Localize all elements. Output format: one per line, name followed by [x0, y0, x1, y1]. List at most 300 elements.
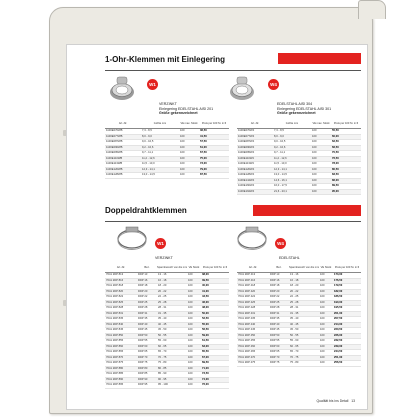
table-cell: 7041 2DP 828	[105, 306, 137, 312]
column-header: VE Stück	[187, 263, 201, 273]
table-cell: 36,50	[199, 129, 229, 135]
table-cell: 100	[179, 173, 199, 179]
table-cell: 7041 2DP 422	[237, 295, 269, 301]
column-header: Bez.	[137, 263, 157, 273]
w1-material-badge: W1	[147, 79, 158, 90]
table-cell: 78,00	[331, 162, 361, 168]
table-cell: DDP 50	[137, 333, 157, 339]
table-cell: 45 - 50	[157, 328, 187, 334]
table-cell: 61,50	[201, 339, 229, 345]
table-cell: DDP 80	[137, 366, 157, 372]
table-cell: 100	[187, 322, 201, 328]
table-cell: 7041 2DP 418	[237, 284, 269, 290]
table-cell: 1100E194W4	[237, 189, 273, 195]
table-cell: DDP 22	[269, 295, 289, 301]
table-cell: 7041 2DP 440	[237, 322, 269, 328]
section-red-bar	[278, 53, 361, 64]
table-cell: 100	[179, 162, 199, 168]
table-cell: 7041 2DP 428	[237, 306, 269, 312]
table-cell: DDP 45	[269, 328, 289, 334]
table-cell: 1100E110W4	[237, 156, 273, 162]
table-cell: 100	[311, 167, 331, 173]
table-cell: 100	[187, 350, 201, 356]
table-cell: 179,50	[333, 284, 361, 290]
table-cell: 201,00	[333, 311, 361, 317]
table-cell: 63,00	[201, 344, 229, 350]
table-cell: 173,00	[333, 273, 361, 279]
table-cell: 11,5 - 13,0	[273, 162, 311, 168]
table-cell: DDP 13	[269, 273, 289, 279]
table-cell: 100	[179, 134, 199, 140]
table-cell: 190,00	[333, 300, 361, 306]
table-cell: 57,50	[199, 140, 229, 146]
table-cell: 66,50	[331, 145, 361, 151]
table-cell: 79,00	[199, 167, 229, 173]
table-cell: 83,50	[331, 173, 361, 179]
table-cell: 40,00	[201, 284, 229, 290]
table-cell: 100	[187, 289, 201, 295]
table-cell: 13 - 16	[289, 273, 319, 279]
table-cell: 7041 2DP 818	[105, 284, 137, 290]
table-cell: 1100E070W4	[237, 129, 273, 135]
table-cell: 100	[311, 156, 331, 162]
table-cell: 251,00	[333, 355, 361, 361]
table-cell: 56,50	[201, 328, 229, 334]
table-row	[237, 189, 361, 195]
table-cell: 7041 2DP 425	[237, 300, 269, 306]
table-cell: 74,00	[201, 377, 229, 383]
table-cell: 100	[187, 311, 201, 317]
column-header: Spannbereich von-bis mm	[289, 263, 319, 273]
table-cell: 50,00	[201, 311, 229, 317]
table-cell: 1100E087WB	[105, 140, 141, 146]
table-cell: 7041 2DP 885	[105, 372, 137, 378]
table-cell: DDP 65	[137, 350, 157, 356]
double-wire-clamp-stainless-image	[232, 223, 272, 253]
table-cell: DDP 75	[137, 361, 157, 367]
table-cell: 1100E120W4	[237, 167, 273, 173]
table-cell: 55 - 60	[157, 339, 187, 345]
column-header: Art.-Nr.	[237, 263, 269, 273]
column-header: VE max. Stück	[179, 119, 199, 129]
table-cell: 9,7 - 11,1	[273, 151, 311, 157]
table-cell: DDP 16	[137, 278, 157, 284]
table-cell: 100	[187, 333, 201, 339]
table-cell: 67,00	[201, 355, 229, 361]
table-cell: 70 - 75	[157, 355, 187, 361]
table-cell: 9,0 - 10,5	[273, 140, 311, 146]
table-cell: 76,00	[201, 383, 229, 389]
table-cell: 1100E113W4	[237, 162, 273, 168]
desc-line: VERZINKT	[159, 102, 177, 106]
table-cell: 21,6 - 23,1	[273, 189, 311, 195]
page-footer	[317, 399, 355, 403]
table-cell: DDP 85	[137, 372, 157, 378]
table-cell: 100	[319, 322, 333, 328]
table-cell: 70 - 75	[289, 355, 319, 361]
table-cell: DDP 75	[269, 361, 289, 367]
table-cell: 45 - 50	[289, 328, 319, 334]
desc-line: EDELSTAHL AISI 304	[277, 102, 313, 106]
table-cell: 38,00	[201, 273, 229, 279]
table-cell: 256,50	[333, 361, 361, 367]
table-cell: 28 - 31	[157, 306, 187, 312]
table-cell: 100	[319, 278, 333, 284]
section-red-bar	[253, 205, 361, 216]
column-header: Größe mm	[141, 119, 179, 129]
table-cell: 100	[319, 355, 333, 361]
table-cell: DDP 31	[137, 311, 157, 317]
table-cell: 87,50	[199, 173, 229, 179]
table-cell: 80,50	[331, 167, 361, 173]
table-cell: 95 - 100	[157, 383, 187, 389]
table-cell: 65 - 70	[289, 350, 319, 356]
table-cell: 7041 2DP 850	[105, 333, 137, 339]
table-cell: 100	[187, 372, 201, 378]
table-cell: 12,3 - 14,1	[141, 167, 179, 173]
table-cell: DDP 40	[137, 322, 157, 328]
table-cell: 7041 2DP 831	[105, 311, 137, 317]
table-cell: 232,50	[333, 339, 361, 345]
table-cell: 7041 2DP 820	[105, 289, 137, 295]
column-header: VE Stück	[319, 263, 333, 273]
table-cell: 214,00	[333, 322, 361, 328]
table-cell: DDP 35	[137, 317, 157, 323]
product-description: EDELSTAHL	[279, 256, 300, 260]
table-cell: 176,50	[333, 278, 361, 284]
table-cell: 1100E090W4	[237, 145, 273, 151]
table-cell: 100	[311, 129, 331, 135]
table-cell: 16 - 18	[157, 278, 187, 284]
table-cell: 73,50	[201, 372, 229, 378]
table-cell: 7041 2DP 825	[105, 300, 137, 306]
column-header: Preis per 100 St. in €	[333, 263, 361, 273]
table-cell: 60 - 65	[157, 344, 187, 350]
table-cell: 1100E144W4	[237, 178, 273, 184]
table-cell: 7041 2DP 840	[105, 322, 137, 328]
table-cell: 8,0 - 9,0	[141, 134, 179, 140]
table-cell: DDP 55	[269, 339, 289, 345]
table-row	[105, 383, 229, 389]
table-cell: 40 - 45	[289, 322, 319, 328]
page-number: 13	[351, 399, 355, 403]
table-cell: 100	[319, 289, 333, 295]
table-cell: 48,00	[201, 306, 229, 312]
table-cell: DDP 22	[137, 295, 157, 301]
table-cell: 100	[319, 328, 333, 334]
table-cell: DDP 55	[137, 339, 157, 345]
table-cell: 7041 2DP 455	[237, 339, 269, 345]
table-cell: 7041 2DP 890	[105, 377, 137, 383]
table-cell: 100	[187, 361, 201, 367]
table-cell: 16 - 18	[289, 278, 319, 284]
table-cell: 7041 2DP 855	[105, 339, 137, 345]
table-cell: 7041 2DP 880	[105, 366, 137, 372]
table-cell: 7,3 - 8,5	[141, 129, 179, 135]
table-cell: 7041 2DP 420	[237, 289, 269, 295]
table-cell: 62,50	[331, 140, 361, 146]
table-cell: 9,2 - 10,6	[141, 145, 179, 151]
table-cell: 11,2 - 12,6	[273, 156, 311, 162]
column-header: Preis per 100 St. in €	[199, 119, 229, 129]
table-cell: 41,50	[199, 134, 229, 140]
table-cell: DDP 90	[137, 377, 157, 383]
table-cell: 7041 2DP 813	[105, 273, 137, 279]
table-cell: 89,50	[331, 184, 361, 190]
table-cell: 100	[319, 306, 333, 312]
column-header: Preis per 100 St. in €	[201, 263, 229, 273]
table-cell: 7041 2DP 431	[237, 311, 269, 317]
table-cell: 100	[311, 145, 331, 151]
table-cell: 195,50	[333, 306, 361, 312]
table-cell: 100	[319, 295, 333, 301]
table-cell: 100	[179, 129, 199, 135]
table-cell: 100	[187, 383, 201, 389]
table-cell: DDP 25	[269, 300, 289, 306]
table-cell: 39,50	[201, 278, 229, 284]
table-cell: 100	[319, 300, 333, 306]
table-cell: 100	[179, 167, 199, 173]
table-cell: 65,50	[201, 350, 229, 356]
table-cell: 7,3 - 8,5	[273, 129, 311, 135]
table-cell: 13 - 16	[157, 273, 187, 279]
table-cell: 35 - 40	[289, 317, 319, 323]
desc-line: Einlegering EDELSTAHL AISI 201	[159, 106, 214, 111]
table-cell: 22 - 25	[289, 295, 319, 301]
table-cell: 75,00	[199, 156, 229, 162]
table-cell: DDP 28	[269, 306, 289, 312]
price-table-double-wire-galvanized	[105, 263, 229, 389]
product-description	[159, 102, 213, 116]
table-cell: 13,0 - 14,5	[141, 173, 179, 179]
desc-bold-line: Größe gekennzeichnet	[159, 111, 198, 116]
table-cell: DDP 50	[269, 333, 289, 339]
table-cell: DDP 31	[269, 311, 289, 317]
table-cell: DDP 35	[269, 317, 289, 323]
table-cell: 7041 2DP 475	[237, 361, 269, 367]
table-cell: 100	[187, 278, 201, 284]
table-cell: 1100E070WB	[105, 129, 141, 135]
table-cell: 46,00	[201, 300, 229, 306]
table-cell: DDP 70	[137, 355, 157, 361]
table-cell: 7041 2DP 465	[237, 350, 269, 356]
table-cell: 186,50	[333, 295, 361, 301]
table-cell: 31 - 35	[289, 311, 319, 317]
table-cell: 100	[187, 328, 201, 334]
table-cell: 7041 2DP 822	[105, 295, 137, 301]
table-cell: DDP 20	[137, 289, 157, 295]
table-cell: 244,50	[333, 350, 361, 356]
table-cell: 100	[319, 311, 333, 317]
table-cell: 71,00	[201, 366, 229, 372]
table-cell: 60,00	[331, 134, 361, 140]
table-cell: 75 - 80	[289, 361, 319, 367]
table-cell: 1100E113WB	[105, 162, 141, 168]
table-cell: 80 - 85	[157, 366, 187, 372]
table-cell: 7041 2DP 445	[237, 328, 269, 334]
table-cell: 100	[311, 184, 331, 190]
table-cell: 220,50	[333, 328, 361, 334]
table-cell: 7041 2DP 875	[105, 361, 137, 367]
table-cell: 7041 2DP 435	[237, 317, 269, 323]
table-cell: 100	[311, 189, 331, 195]
table-cell: 100	[187, 306, 201, 312]
table-cell: 55,00	[201, 322, 229, 328]
table-cell: 1100E077WB	[105, 134, 141, 140]
column-header: Bez.	[269, 263, 289, 273]
table-cell: DDP 70	[269, 355, 289, 361]
table-cell: 100	[179, 140, 199, 146]
table-cell: 100	[187, 300, 201, 306]
table-cell: 1100E087W4	[237, 140, 273, 146]
table-cell: 100	[187, 355, 201, 361]
table-cell: 60 - 65	[289, 344, 319, 350]
column-header: Preis per 100 St. in €	[331, 119, 361, 129]
double-wire-clamp-galvanized-image	[112, 223, 152, 253]
column-header: Art.-Nr.	[237, 119, 273, 129]
table-cell: 7041 2DP 845	[105, 328, 137, 334]
table-cell: 100	[319, 273, 333, 279]
table-cell: 65 - 70	[157, 350, 187, 356]
ear-clamp-galvanized-image	[105, 73, 143, 103]
w4-material-badge: W4	[268, 79, 279, 90]
table-cell: 100	[187, 317, 201, 323]
table-cell: 95,00	[331, 189, 361, 195]
table-cell: 18 - 20	[157, 284, 187, 290]
table-cell: 100	[311, 162, 331, 168]
w4-material-badge: W4	[275, 238, 286, 249]
table-cell: 25 - 28	[289, 300, 319, 306]
table-cell: 100	[319, 361, 333, 367]
table-cell: 12,3 - 14,1	[273, 167, 311, 173]
table-cell: 100	[311, 178, 331, 184]
table-cell: 55 - 60	[289, 339, 319, 345]
price-table-ear-clamp-stainless	[237, 119, 361, 195]
table-cell: 67,50	[199, 151, 229, 157]
table-cell: 100	[187, 366, 201, 372]
catalog-page	[66, 44, 368, 410]
table-cell: 7041 2DP 470	[237, 355, 269, 361]
table-cell: 100	[319, 339, 333, 345]
table-cell: 9,0 - 10,5	[141, 140, 179, 146]
table-cell: 85 - 90	[157, 372, 187, 378]
table-cell: 207,50	[333, 317, 361, 323]
table-cell: 1100E077W4	[237, 134, 273, 140]
table-cell: 7041 2DP 816	[105, 278, 137, 284]
table-cell: 7041 2DP 460	[237, 344, 269, 350]
table-cell: 9,2 - 10,6	[273, 145, 311, 151]
table-cell: 14,6 - 16,1	[273, 178, 311, 184]
footer-slogan: Qualität bis ins Detail	[316, 399, 349, 403]
table-cell: 100	[187, 344, 201, 350]
table-cell: 100	[187, 339, 201, 345]
table-cell: 35 - 40	[157, 317, 187, 323]
section-divider	[105, 70, 361, 71]
table-cell: 40 - 45	[157, 322, 187, 328]
table-cell: DDP 25	[137, 300, 157, 306]
table-cell: 1100E120WB	[105, 167, 141, 173]
table-cell: DDP 60	[269, 344, 289, 350]
table-cell: 22 - 25	[157, 295, 187, 301]
table-cell: 100	[311, 173, 331, 179]
table-cell: DDP 18	[137, 284, 157, 290]
table-cell: 55,50	[331, 129, 361, 135]
table-cell: 100	[319, 284, 333, 290]
section-title-double-wire: Doppeldrahtklemmen	[105, 206, 187, 215]
table-cell: 59,00	[201, 333, 229, 339]
table-cell: 28 - 31	[289, 306, 319, 312]
product-description	[277, 102, 331, 116]
table-cell: 25 - 28	[157, 300, 187, 306]
table-cell: 9,7 - 11,1	[141, 151, 179, 157]
price-table-ear-clamp-galvanized	[105, 119, 229, 179]
table-cell: 52,50	[201, 317, 229, 323]
table-cell: 70,50	[331, 151, 361, 157]
table-cell: DDP 45	[137, 328, 157, 334]
table-cell: 1100E095WB	[105, 151, 141, 157]
table-cell: 13,0 - 14,5	[273, 173, 311, 179]
table-cell: 100	[311, 134, 331, 140]
table-cell: 1100E110WB	[105, 156, 141, 162]
table-row	[105, 173, 229, 179]
table-cell: 182,00	[333, 289, 361, 295]
table-cell: 20 - 22	[157, 289, 187, 295]
table-cell: 18 - 20	[289, 284, 319, 290]
table-cell: 7041 2DP 870	[105, 355, 137, 361]
section-divider	[105, 221, 361, 222]
table-cell: 73,00	[199, 162, 229, 168]
table-cell: 1100E090WB	[105, 145, 141, 151]
table-cell: DDP 65	[269, 350, 289, 356]
table-cell: 11,5 - 13,0	[141, 162, 179, 168]
table-cell: 75 - 80	[157, 361, 187, 367]
table-cell: DDP 95	[137, 383, 157, 389]
table-cell: DDP 20	[269, 289, 289, 295]
table-cell: 7041 2DP 416	[237, 278, 269, 284]
column-header: Art.-Nr.	[105, 119, 141, 129]
table-cell: 100	[311, 151, 331, 157]
table-cell: 7041 2DP 450	[237, 333, 269, 339]
table-cell: 100	[187, 377, 201, 383]
table-cell: 86,00	[331, 178, 361, 184]
table-cell: 69,50	[201, 361, 229, 367]
desc-line: Einlegering EDELSTAHL AISI 301	[277, 106, 332, 111]
price-table-double-wire-stainless	[237, 263, 361, 367]
column-header: Art.-Nr.	[105, 263, 137, 273]
table-cell: 100	[319, 344, 333, 350]
table-cell: 41,00	[201, 289, 229, 295]
table-cell: 76,50	[331, 156, 361, 162]
table-cell: 100	[179, 151, 199, 157]
table-cell: 7041 2DP 860	[105, 344, 137, 350]
table-cell: 100	[319, 333, 333, 339]
table-cell: 226,00	[333, 333, 361, 339]
table-cell: 100	[179, 145, 199, 151]
desc-bold-line: Größe gekennzeichnet	[277, 111, 316, 116]
table-cell: 61,00	[199, 145, 229, 151]
table-cell: 90 - 95	[157, 377, 187, 383]
table-row	[237, 361, 361, 367]
table-cell: DDP 28	[137, 306, 157, 312]
panel-tab[interactable]	[358, 0, 386, 19]
table-cell: DDP 18	[269, 284, 289, 290]
table-cell: 1100E128WB	[105, 173, 141, 179]
table-cell: 239,00	[333, 344, 361, 350]
table-cell: 50 - 55	[289, 333, 319, 339]
table-cell: 7041 2DP 865	[105, 350, 137, 356]
table-cell: 100	[187, 295, 201, 301]
table-cell: 50 - 55	[157, 333, 187, 339]
